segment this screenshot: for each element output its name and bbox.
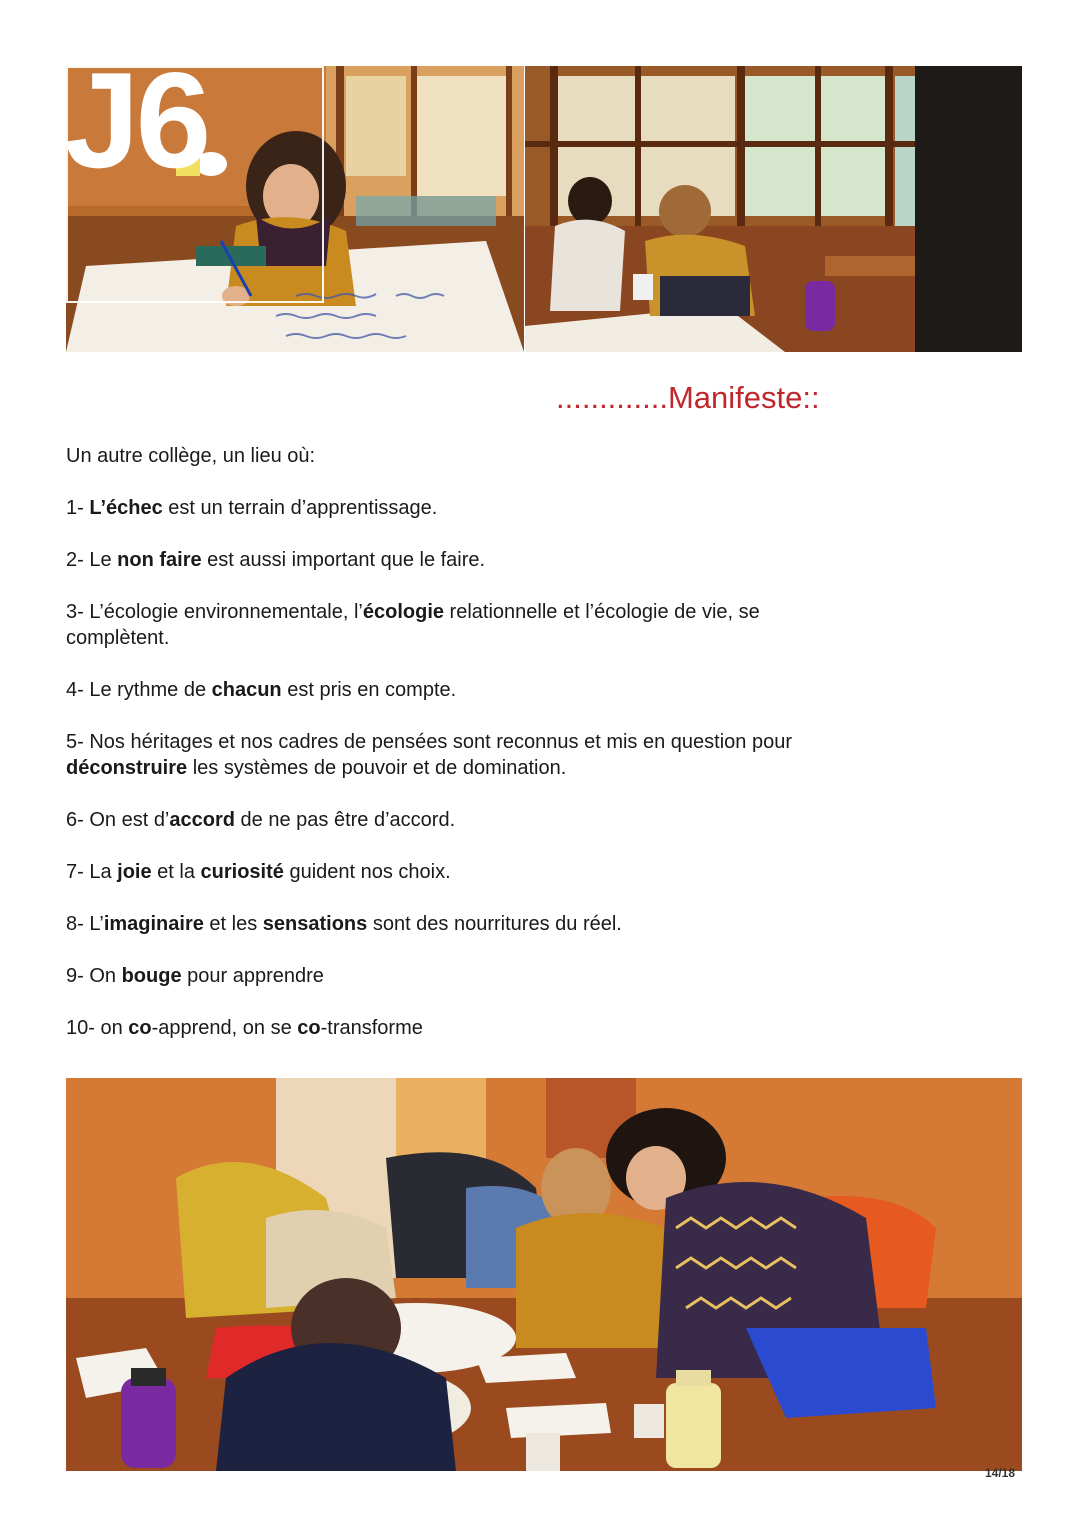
item-text: est pris en compte. (281, 679, 457, 701)
manifest-item (66, 859, 866, 885)
manifest-item (66, 495, 866, 521)
item-text: 4- Le rythme de (66, 679, 212, 701)
manifest-item (66, 729, 866, 781)
item-text: -apprend, on se (151, 1017, 298, 1039)
emphasis-text: L’échec (89, 497, 163, 519)
item-text: -transforme (320, 1017, 423, 1039)
day-label: J6 (64, 44, 208, 196)
item-text: 7- La (66, 861, 118, 883)
photo-children-working (525, 66, 1022, 352)
emphasis-text: non faire (117, 549, 202, 571)
item-text: les systèmes de pouvoir et de domination. (187, 757, 567, 779)
manifest-item (66, 1015, 866, 1041)
item-text: sont des nourritures du réel. (367, 913, 622, 935)
emphasis-text: chacun (211, 679, 282, 701)
item-text: relationnelle et l’écologie de vie, se complètent. (66, 601, 760, 649)
emphasis-text: sensations (262, 913, 368, 935)
item-text: 3- L’écologie environnementale, l’ (66, 601, 363, 623)
item-text: 6- On est d’ (66, 809, 170, 831)
manifest-item (66, 599, 866, 651)
manifest-list (66, 495, 866, 1041)
item-text: guident nos choix. (283, 861, 451, 883)
emphasis-text: bouge (121, 965, 182, 987)
page-number: 14/18 (985, 1466, 1016, 1480)
item-text: 9- On (66, 965, 122, 987)
emphasis-text: co (128, 1017, 152, 1039)
item-text: et les (203, 913, 263, 935)
emphasis-text: joie (117, 861, 152, 883)
emphasis-text: co (297, 1017, 321, 1039)
item-text: 10- on (66, 1017, 129, 1039)
item-text: pour apprendre (181, 965, 324, 987)
photo-group-drawing (66, 1078, 1022, 1471)
item-text: de ne pas être d’accord. (234, 809, 456, 831)
manifest-item (66, 677, 866, 703)
intro-text: Un autre collège, un lieu où: (66, 445, 316, 467)
emphasis-text: imaginaire (103, 913, 204, 935)
item-text: est aussi important que le faire. (201, 549, 486, 571)
item-text: et la (151, 861, 201, 883)
emphasis-text: déconstruire (66, 757, 188, 779)
item-text: 2- Le (66, 549, 118, 571)
manifest-item (66, 807, 866, 833)
item-text: est un terrain d’apprentissage. (162, 497, 438, 519)
manifest-item (66, 963, 866, 989)
emphasis-text: écologie (362, 601, 444, 623)
manifest-title: .............Manifeste:: (556, 380, 820, 415)
item-text: 5- Nos héritages et nos cadres de pensées sont reconnus et mis en question pour (66, 731, 792, 753)
emphasis-text: curiosité (200, 861, 284, 883)
manifest-item (66, 547, 866, 573)
manifest-item (66, 911, 866, 937)
item-text: 1- (66, 497, 90, 519)
emphasis-text: accord (169, 809, 235, 831)
item-text: 8- L’ (66, 913, 104, 935)
manifest-content (66, 443, 866, 1067)
